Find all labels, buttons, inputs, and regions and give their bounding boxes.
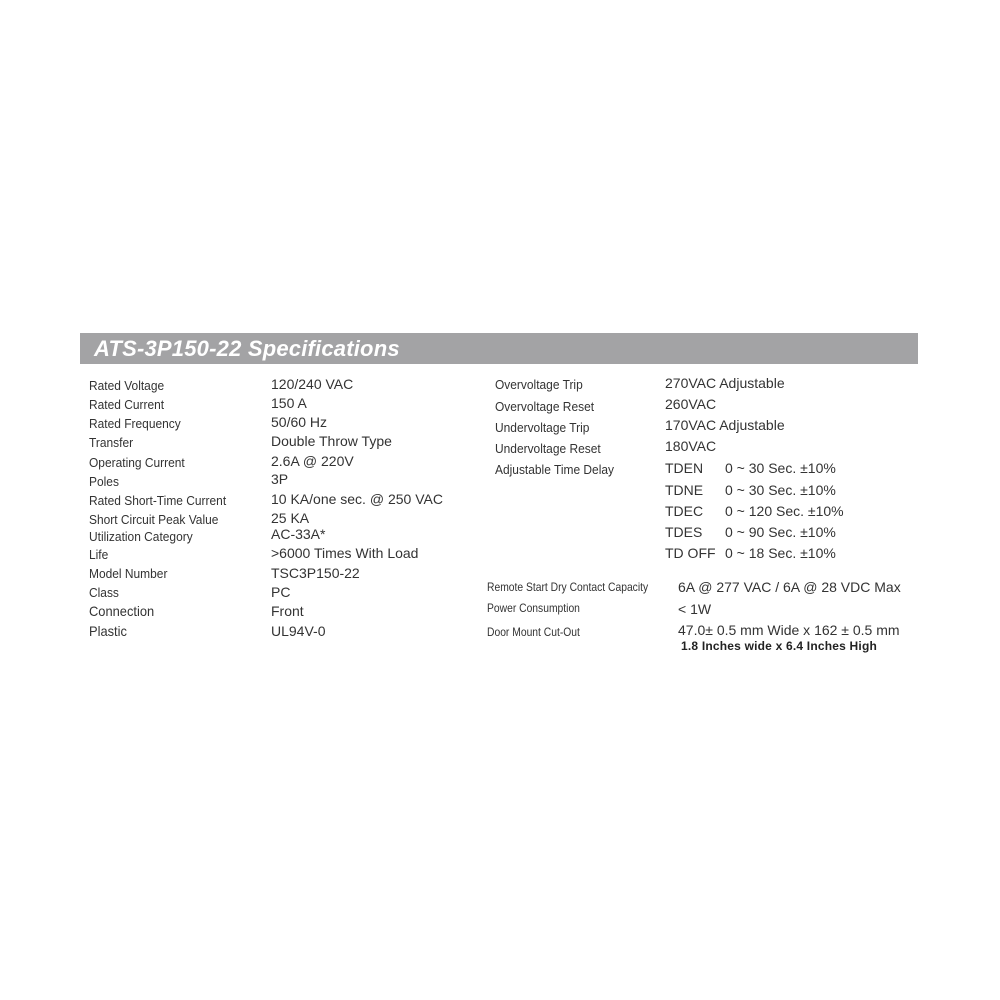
spec-label: Short Circuit Peak Value	[89, 512, 219, 527]
spec-label: Class	[89, 585, 119, 600]
spec-label: Rated Frequency	[89, 416, 181, 431]
spec-label: Undervoltage Trip	[495, 420, 590, 435]
spec-value: 50/60 Hz	[271, 414, 328, 430]
spec-label: Adjustable Time Delay	[495, 462, 614, 477]
spec-value: 47.0± 0.5 mm Wide x 162 ± 0.5 mm	[678, 622, 900, 638]
spec-value: 180VAC	[665, 438, 717, 454]
spec-label: Overvoltage Trip	[495, 377, 583, 392]
spec-label: Operating Current	[89, 455, 185, 470]
spec-label: Rated Short-Time Current	[89, 493, 227, 508]
spec-label: Poles	[89, 474, 119, 489]
spec-value: 120/240 VAC	[271, 376, 354, 392]
spec-value: 260VAC	[665, 396, 717, 412]
spec-label: Model Number	[89, 566, 168, 581]
spec-value: >6000 Times With Load	[271, 545, 419, 561]
spec-label: Rated Current	[89, 397, 165, 412]
time-delay-code: TDES	[665, 524, 703, 540]
spec-value: 150 A	[271, 395, 307, 411]
spec-label: Transfer	[89, 435, 134, 450]
spec-value: 2.6A @ 220V	[271, 453, 354, 469]
time-delay-code: TDEC	[665, 503, 704, 519]
spec-label: Undervoltage Reset	[495, 441, 601, 456]
spec-label: Utilization Category	[89, 529, 193, 544]
time-delay-range: 0 ~ 120 Sec. ±10%	[725, 503, 844, 519]
spec-label: Power Consumption	[487, 601, 580, 615]
spec-value: 10 KA/one sec. @ 250 VAC	[271, 491, 443, 507]
spec-label: Plastic	[89, 623, 127, 639]
spec-label: Life	[89, 547, 109, 562]
spec-label: Overvoltage Reset	[495, 399, 595, 414]
spec-value: 270VAC Adjustable	[665, 375, 785, 391]
time-delay-range: 0 ~ 18 Sec. ±10%	[725, 545, 836, 561]
spec-header-bar	[80, 333, 918, 364]
spec-value: < 1W	[678, 601, 712, 617]
spec-value: PC	[271, 584, 291, 600]
spec-label: Connection	[89, 603, 155, 619]
spec-value: 6A @ 277 VAC / 6A @ 28 VDC Max	[678, 579, 901, 595]
time-delay-code: TDNE	[665, 482, 704, 498]
time-delay-code: TD OFF	[665, 545, 716, 561]
page-title: ATS-3P150-22 Specifications	[94, 336, 400, 361]
time-delay-range: 0 ~ 30 Sec. ±10%	[725, 460, 836, 476]
spec-label: Rated Voltage	[89, 378, 165, 393]
time-delay-code: TDEN	[665, 460, 704, 476]
spec-value: Front	[271, 603, 304, 619]
spec-value: 170VAC Adjustable	[665, 417, 785, 433]
spec-value: AC-33A*	[271, 526, 326, 542]
cutout-note: 1.8 Inches wide x 6.4 Inches High	[681, 639, 878, 653]
spec-label: Remote Start Dry Contact Capacity	[487, 580, 649, 594]
spec-value: TSC3P150-22	[271, 565, 360, 581]
spec-value: 25 KA	[271, 510, 310, 526]
time-delay-range: 0 ~ 90 Sec. ±10%	[725, 524, 836, 540]
spec-value: UL94V-0	[271, 623, 326, 639]
time-delay-range: 0 ~ 30 Sec. ±10%	[725, 482, 836, 498]
spec-value: Double Throw Type	[271, 433, 392, 449]
spec-label: Door Mount Cut-Out	[487, 625, 580, 639]
spec-value: 3P	[271, 471, 289, 487]
